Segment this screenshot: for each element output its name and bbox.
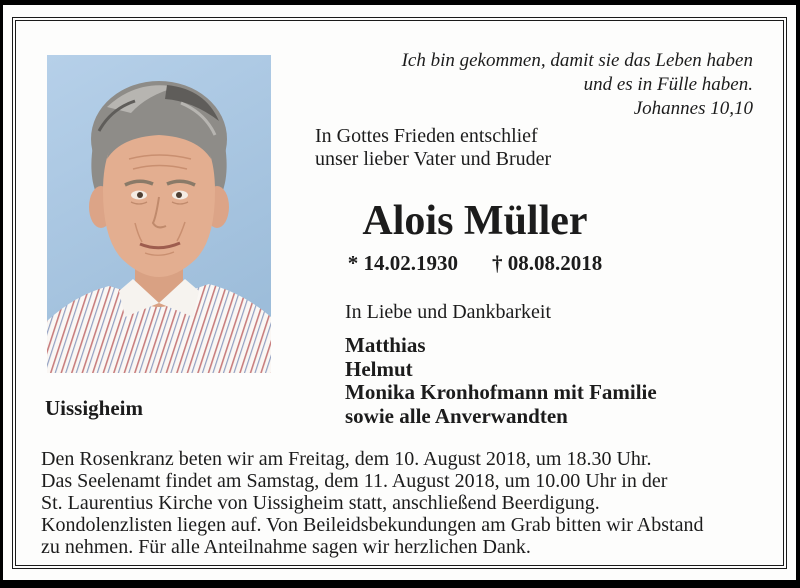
life-dates (303, 251, 647, 276)
quote-line: Ich bin gekommen, damit sie das Leben haben (401, 50, 753, 71)
portrait-photo (47, 55, 271, 373)
details-line: Kondolenzlisten liegen auf. Von Beileidsbekundungen am Grab bitten wir Abstand (41, 514, 704, 536)
mourner-name: Monika Kronhofmann mit Familie (345, 380, 657, 404)
mourner-names (345, 334, 657, 428)
portrait-illustration (47, 55, 271, 373)
mourner-name: sowie alle Anverwandten (345, 403, 568, 428)
quote-line: und es in Fülle haben. (583, 74, 753, 95)
details-line: Den Rosenkranz beten wir am Freitag, dem 10. August 2018, um 18.30 Uhr. (41, 448, 652, 470)
details-line: Das Seelenamt findet am Samstag, dem 11. August 2018, um 10.00 Uhr in der (41, 470, 668, 492)
intro-line: unser lieber Vater und Bruder (315, 148, 552, 170)
mourners-block (345, 301, 657, 428)
funeral-details (41, 448, 765, 558)
birth-date: * 14.02.1930 (347, 251, 458, 275)
mourner-name: Matthias (345, 333, 426, 357)
deceased-block (303, 197, 647, 276)
place-name: Uissigheim (45, 396, 144, 420)
deceased-name: Alois Müller (362, 198, 588, 244)
intro-line: In Gottes Frieden entschlief (315, 125, 538, 147)
details-line: St. Laurentius Kirche von Uissigheim statt, anschließend Beerdigung. (41, 492, 600, 514)
mourners-lead: In Liebe und Dankbarkeit (345, 301, 552, 323)
scripture-quote (402, 49, 753, 121)
intro-text (315, 125, 551, 171)
details-line: zu nehmen. Für alle Anteilnahme sagen wir herzlichen Dank. (41, 536, 531, 558)
quote-attribution: Johannes 10,10 (633, 98, 753, 119)
mourner-name: Helmut (345, 356, 413, 381)
notice-card (3, 5, 796, 580)
death-date: † 08.08.2018 (492, 251, 603, 275)
